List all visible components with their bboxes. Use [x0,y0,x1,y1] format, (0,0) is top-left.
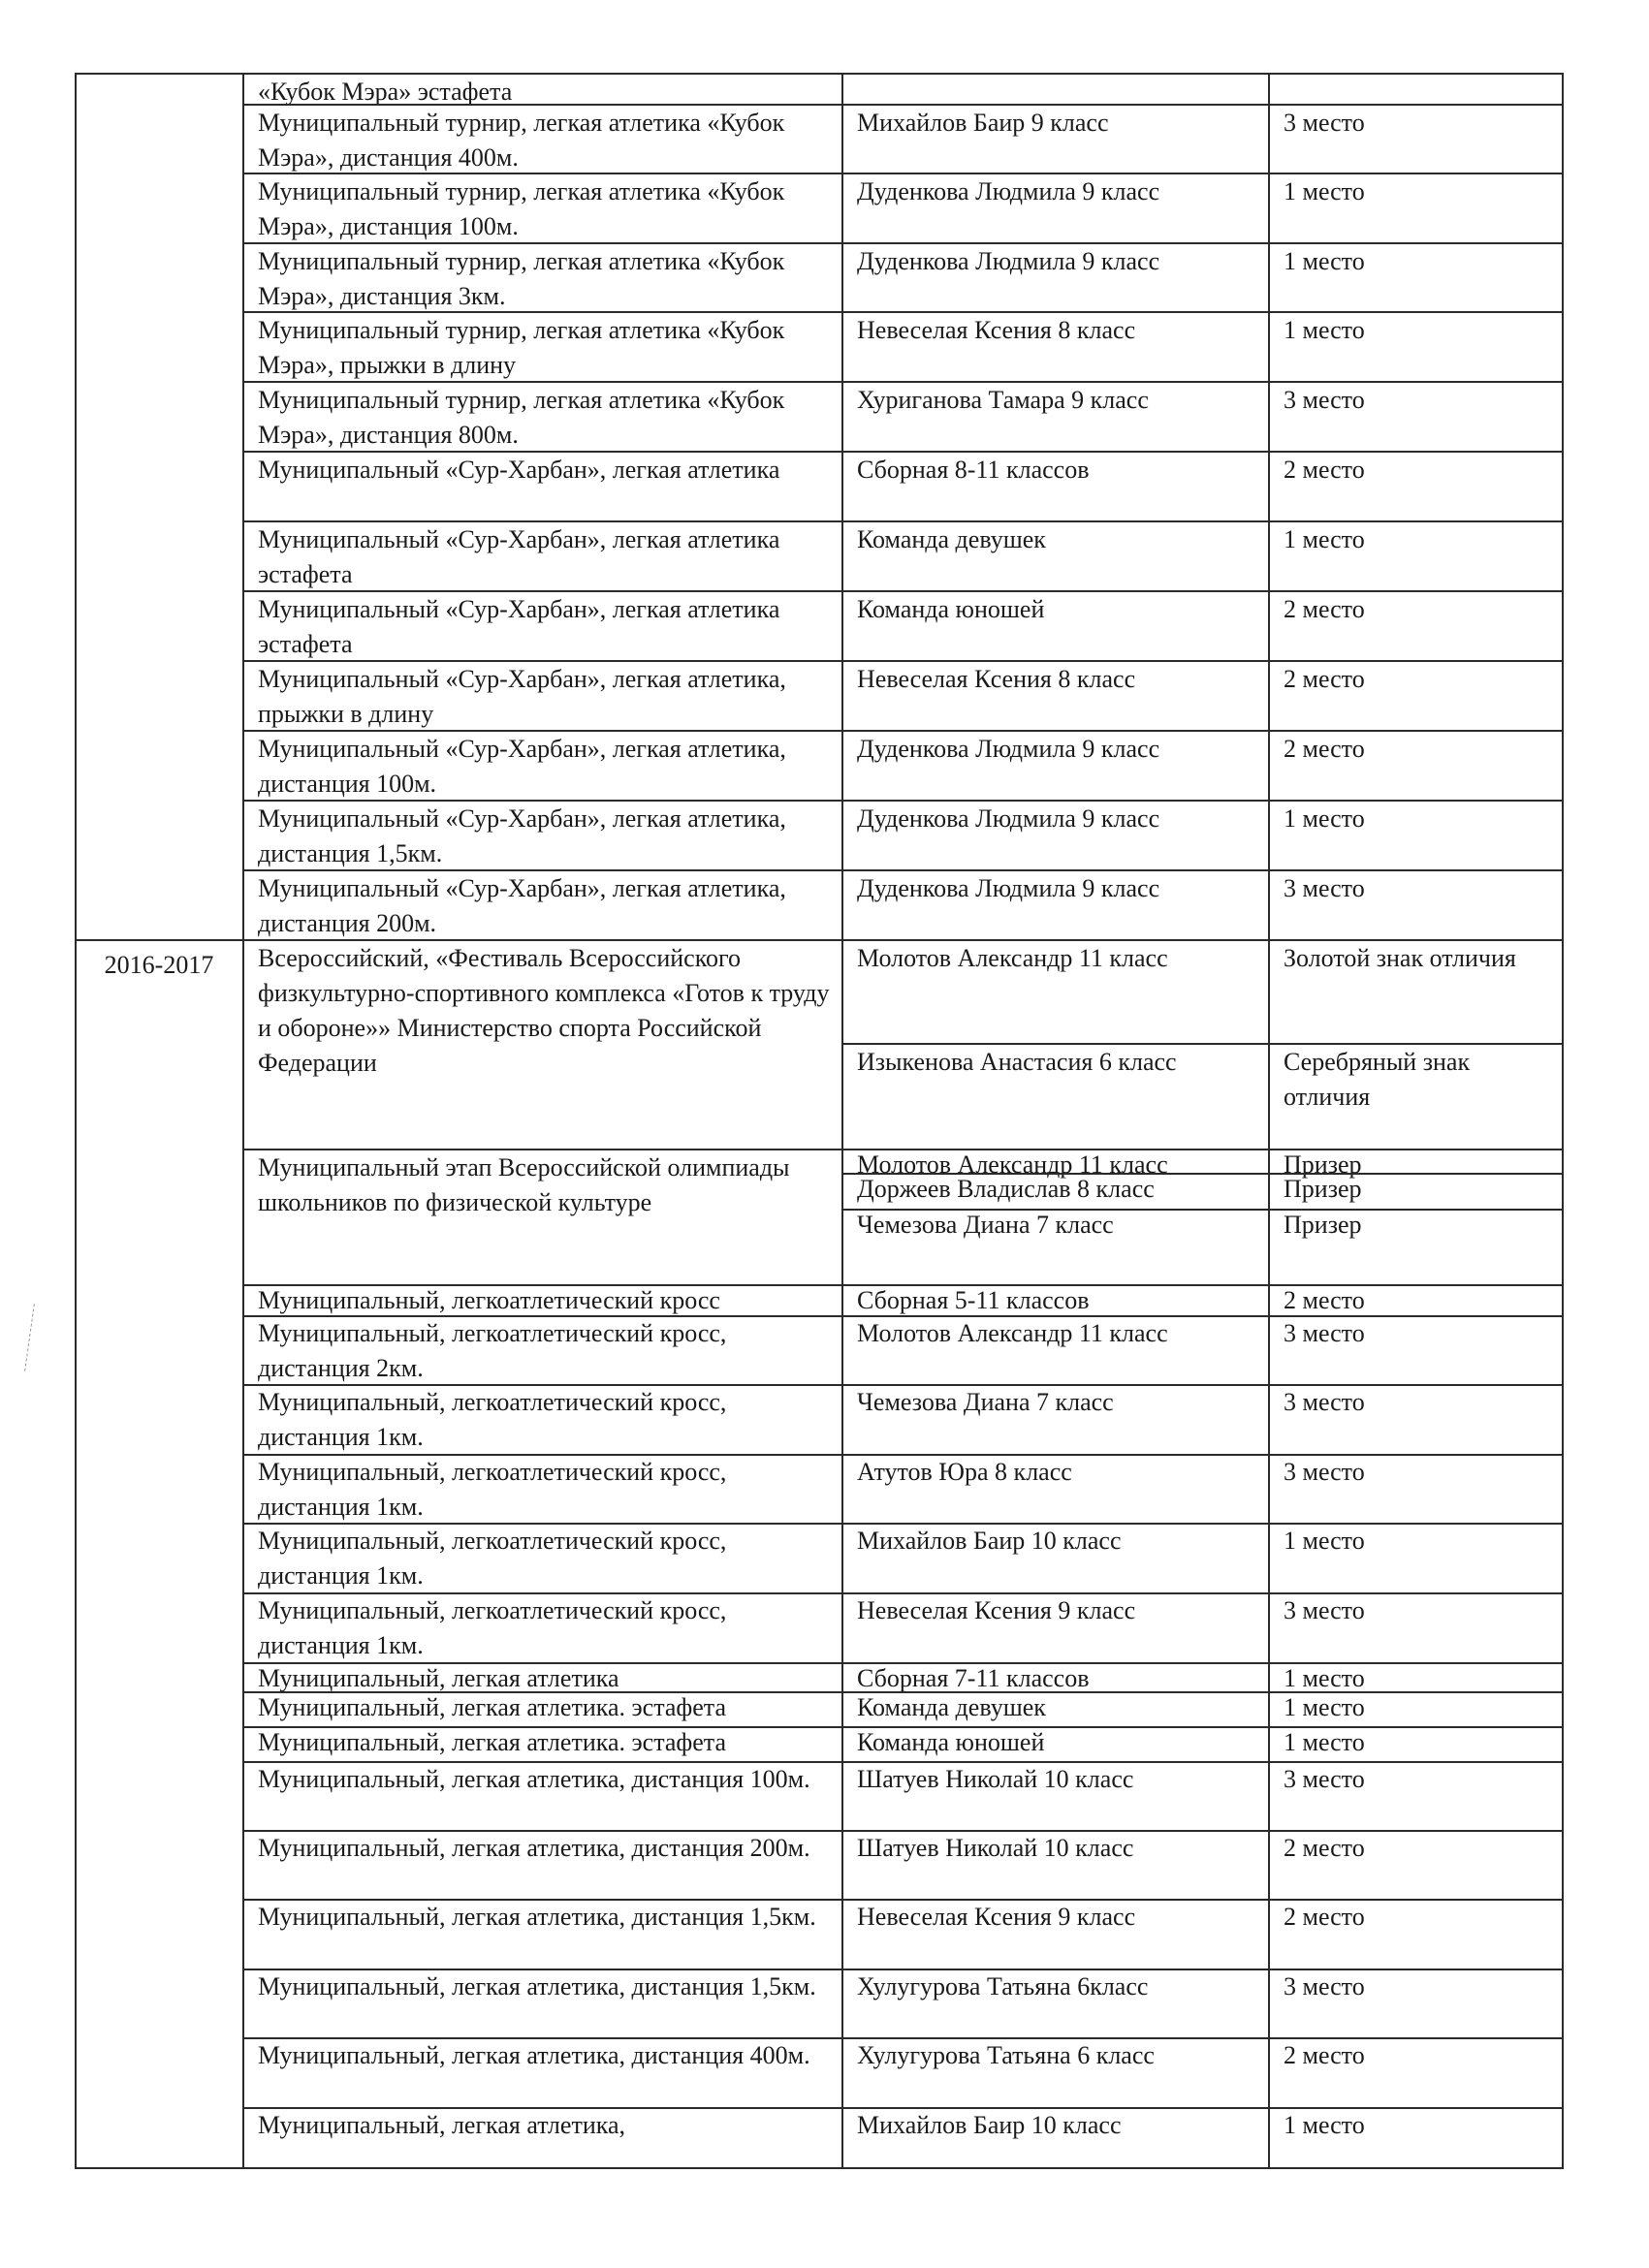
result-cell: 3 место [1284,1388,1365,1416]
event-cell: Муниципальный, легкоатлетический кросс, дистанция 1км. [258,1596,727,1659]
event-cell: Всероссийский, «Фестиваль Всероссийского физкультурно-спортивного комплекса «Готов к труду и обороне»» Министерство спорта Российской Федерации [258,944,830,1077]
participant-cell: Хуриганова Тамара 9 класс [857,386,1149,414]
participant-cell: Михайлов Баир 9 класс [857,109,1109,137]
event-cell: Муниципальный, легкая атлетика, [258,2111,626,2139]
participant-cell [843,75,1268,106]
result-cell: 3 место [1284,874,1365,902]
event-cell: Муниципальный, легкая атлетика. эстафета [258,1693,727,1721]
event-cell: Муниципальный турнир, легкая атлетика «Кубок Мэра», дистанция 3км. [258,247,785,310]
result-cell: 3 место [1284,1319,1365,1347]
participant-cell: Дуденкова Людмила 9 класс [857,804,1160,833]
table-left-border [75,73,77,2167]
result-cell: Золотой знак отличия [1284,944,1516,972]
result-cell: 1 место [1284,316,1365,344]
participant-cell: Шатуев Николай 10 класс [857,1834,1134,1862]
participant-cell: Михайлов Баир 10 класс [857,2111,1122,2139]
participant-cell: Молотов Александр 11 класс [857,1150,1168,1179]
result-cell: Призер [1284,1175,1362,1203]
participant-cell: Михайлов Баир 10 класс [857,1527,1122,1555]
participant-cell: Дуденкова Людмила 9 класс [857,177,1160,205]
event-cell: «Кубок Мэра» эстафета [258,78,513,106]
participant-cell: Дуденкова Людмила 9 класс [857,247,1160,275]
result-cell: Призер [1284,1211,1362,1239]
event-cell: Муниципальный «Сур-Харбан», легкая атлетика эстафета [258,595,780,658]
result-cell: 2 место [1284,665,1365,693]
event-cell: Муниципальный турнир, легкая атлетика «Кубок Мэра», дистанция 100м. [258,177,785,240]
event-cell: Муниципальный турнир, легкая атлетика «Кубок Мэра», прыжки в длину [258,316,785,379]
result-cell: 1 место [1284,2111,1365,2139]
participant-cell: Хулугурова Татьяна 6класс [857,1972,1149,2000]
result-cell: 1 место [1284,525,1365,553]
result-cell: 1 место [1284,177,1365,205]
event-cell: Муниципальный, легкая атлетика, дистанция 1,5км. [258,1972,816,2000]
participant-cell: Невеселая Ксения 9 класс [857,1903,1136,1931]
event-cell: Муниципальный, легкая атлетика, дистанция 400м. [258,2041,810,2069]
result-cell: 2 место [1284,1903,1365,1931]
participant-cell: Доржеев Владислав 8 класс [857,1175,1155,1203]
event-cell: Муниципальный, легкоатлетический кросс, дистанция 1км. [258,1458,727,1521]
result-cell: 3 место [1284,1458,1365,1486]
table-right-border [1562,73,1564,2167]
participant-cell: Шатуев Николай 10 класс [857,1765,1134,1793]
event-cell: Муниципальный «Сур-Харбан», легкая атлетика эстафета [258,525,780,588]
participant-cell: Сборная 7-11 классов [857,1664,1090,1692]
result-cell: 3 место [1284,109,1365,137]
result-cell: 1 место [1284,1728,1365,1756]
event-cell: Муниципальный «Сур-Харбан», легкая атлетика, дистанция 100м. [258,735,786,798]
participant-cell: Команда девушек [857,525,1046,553]
result-cell: 1 место [1284,247,1365,275]
participant-cell: Команда девушек [857,1693,1046,1721]
result-cell: 1 место [1284,1693,1365,1721]
participant-cell: Сборная 8-11 классов [857,456,1090,484]
result-cell: 2 место [1284,2041,1365,2069]
participant-cell: Невеселая Ксения 8 класс [857,316,1136,344]
result-cell [1270,75,1562,106]
result-cell: 1 место [1284,1527,1365,1555]
participant-cell: Чемезова Диана 7 класс [857,1211,1114,1239]
participant-cell: Атутов Юра 8 класс [857,1458,1072,1486]
result-cell: 2 место [1284,1834,1365,1862]
event-cell: Муниципальный этап Всероссийской олимпиады школьников по физической культуре [258,1153,790,1216]
participant-cell: Дуденкова Людмила 9 класс [857,874,1160,902]
result-cell: 3 место [1284,1765,1365,1793]
year-label: 2016-2017 [104,951,214,979]
participant-cell: Невеселая Ксения 8 класс [857,665,1136,693]
event-cell: Муниципальный «Сур-Харбан», легкая атлетика, дистанция 200м. [258,874,786,937]
event-cell: Муниципальный, легкая атлетика, дистанция 1,5км. [258,1903,816,1931]
result-cell: 2 место [1284,735,1365,763]
result-cell: 3 место [1284,1972,1365,2000]
result-cell: Серебряный знак отличия [1284,1048,1471,1111]
participant-cell: Сборная 5-11 классов [857,1286,1090,1314]
event-cell: Муниципальный, легкая атлетика. эстафета [258,1728,727,1756]
result-cell: 3 место [1284,386,1365,414]
event-cell: Муниципальный турнир, легкая атлетика «Кубок Мэра», дистанция 400м. [258,109,785,172]
participant-cell: Невеселая Ксения 9 класс [857,1596,1136,1624]
event-cell: Муниципальный «Сур-Харбан», легкая атлетика, дистанция 1,5км. [258,804,786,867]
scan-artifact [24,1304,35,1370]
event-cell: Муниципальный «Сур-Харбан», легкая атлетика, прыжки в длину [258,665,786,728]
result-cell: 1 место [1284,804,1365,833]
result-cell: 3 место [1284,1596,1365,1624]
participant-cell: Команда юношей [857,1728,1045,1756]
participant-cell: Изыкенова Анастасия 6 класс [857,1048,1177,1076]
event-cell: Муниципальный, легкоатлетический кросс, дистанция 2км. [258,1319,727,1382]
participant-cell: Чемезова Диана 7 класс [857,1388,1114,1416]
result-cell: 1 место [1284,1664,1365,1692]
result-cell: 2 место [1284,1286,1365,1314]
participant-cell: Дуденкова Людмила 9 класс [857,735,1160,763]
result-cell: 2 место [1284,456,1365,484]
result-cell: 2 место [1284,595,1365,623]
event-cell: Муниципальный, легкоатлетический кросс, дистанция 1км. [258,1388,727,1451]
participant-cell: Хулугурова Татьяна 6 класс [857,2041,1155,2069]
event-cell: Муниципальный «Сур-Харбан», легкая атлетика [258,456,780,484]
event-cell: Муниципальный, легкоатлетический кросс, дистанция 1км. [258,1527,727,1590]
event-cell: Муниципальный, легкая атлетика [258,1664,619,1692]
event-cell: Муниципальный, легкая атлетика, дистанция 100м. [258,1765,810,1793]
event-cell: Муниципальный, легкая атлетика, дистанция 200м. [258,1834,810,1862]
participant-cell: Молотов Александр 11 класс [857,1319,1168,1347]
event-cell: Муниципальный, легкоатлетический кросс [258,1286,720,1314]
participant-cell: Команда юношей [857,595,1045,623]
event-cell: Муниципальный турнир, легкая атлетика «Кубок Мэра», дистанция 800м. [258,386,785,449]
participant-cell: Молотов Александр 11 класс [857,944,1168,972]
result-cell: Призер [1284,1150,1362,1179]
